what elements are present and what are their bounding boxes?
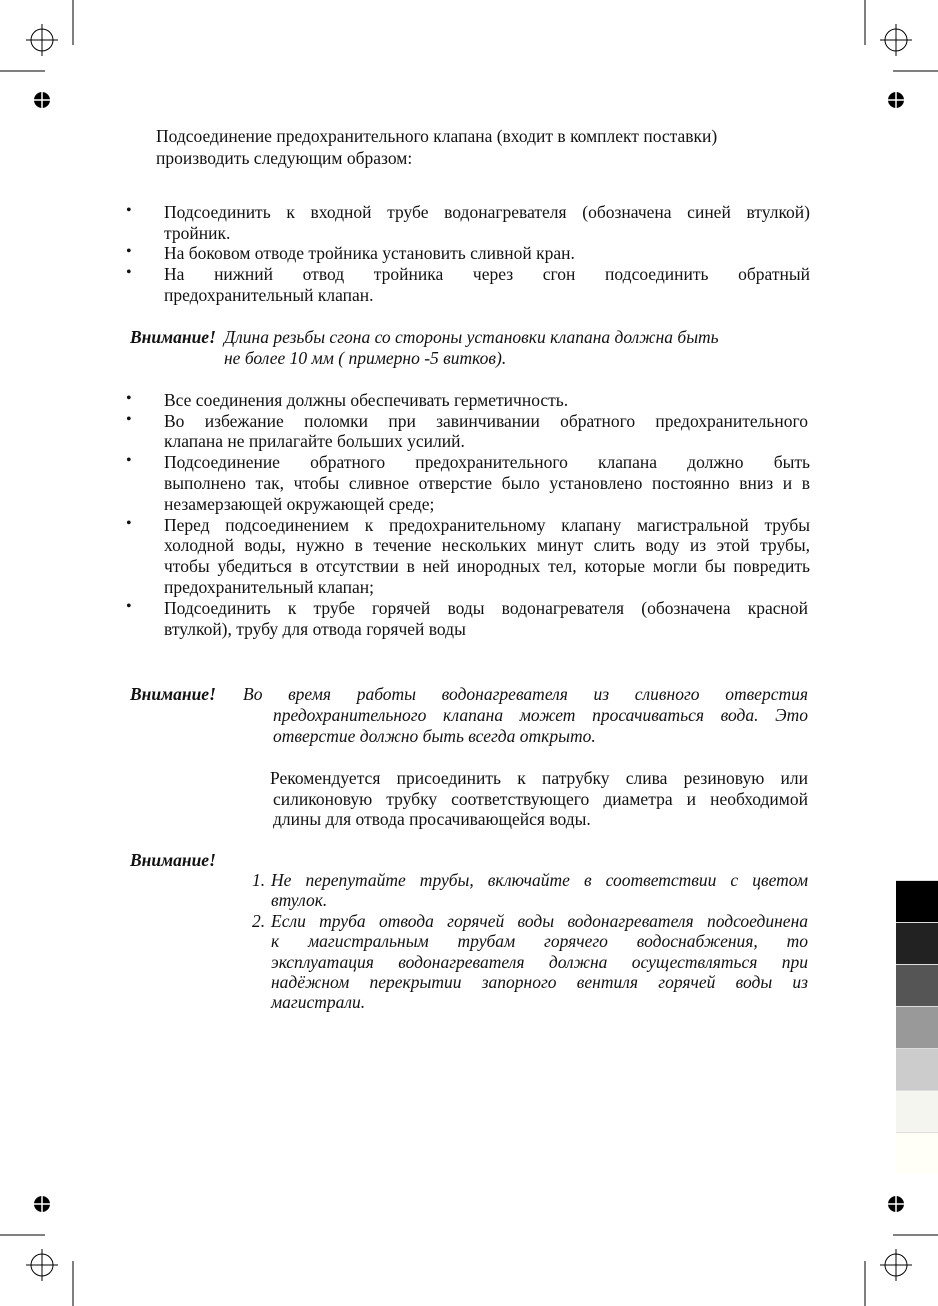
warning-3-item-2-line-3: эксплуатация водонагревателя должна осуществляться при [271,952,808,972]
step-3-line-1: На нижний отвод тройника через сгон подсоединить обратный [164,264,810,284]
note-3-line-2: выполнено так, чтобы сливное отверстие было установлено постоянно вниз и в [164,473,810,493]
note-3-line-1: Подсоединение обратного предохранительного клапана должно быть [164,452,810,472]
bullet-icon: • [126,598,132,615]
note-4-line-4: предохранительный клапан; [164,577,374,597]
bullet-icon: • [126,515,132,532]
bullet-icon: • [126,243,132,260]
warning-1-line-1: Длина резьбы сгона со стороны установки клапана должна быть [224,327,719,347]
warning-2-line-3: отверстие должно быть всегда открыто. [273,726,596,746]
warning-3-item-2-line-5: магистрали. [271,992,366,1012]
bullet-icon: • [126,264,132,281]
warning-2-line-2: предохранительного клапана может просачиваться вода. Это [273,705,808,725]
gray-swatch [896,880,938,922]
warning-3-item-2-line-4: надёжном перекрытии запорного вентиля горячей воды из [271,972,808,992]
warning-3-item-2-line-1: Если труба отвода горячей воды водонагревателя подсоединена [271,911,808,931]
recommendation-line-3: длины для отвода просачивающейся воды. [273,809,591,829]
registration-mark-top-left-icon [0,0,120,120]
warning-3-item-2-number: 2. [252,911,266,931]
gray-swatch [896,1090,938,1132]
bullet-icon: • [126,452,132,469]
warning-2-label: Внимание! [130,684,216,704]
step-1-line-1: Подсоединить к входной трубе водонагревателя (обозначена синей втулкой) [164,202,810,222]
gray-swatch [896,1048,938,1090]
note-5-line-1: Подсоединить к трубе горячей воды водонагревателя (обозначена красной [164,598,808,618]
warning-2-line-1: Во время работы водонагревателя из сливного отверстия [243,684,808,704]
note-5-line-2: втулкой), трубу для отвода горячей воды [164,619,466,639]
warning-3-item-1-line-1: Не перепутайте трубы, включайте в соответствии с цветом [271,870,808,890]
note-4-line-2: холодной воды, нужно в течение нескольких минут слить воду из этой трубы, [164,535,810,555]
note-1: Все соединения должны обеспечивать герметичность. [164,390,569,410]
warning-1-line-2: не более 10 мм ( примерно -5 витков). [224,348,507,368]
bullet-icon: • [126,202,132,219]
warning-3-item-2-line-2: к магистральным трубам горячего водоснабжения, то [271,931,808,951]
registration-mark-bottom-left-icon [0,1186,120,1306]
note-2-line-1: Во избежание поломки при завинчивании обратного предохранительного [164,411,808,431]
gray-swatch [896,964,938,1006]
registration-mark-top-right-icon [818,0,938,120]
intro-line-2: производить следующим образом: [156,148,413,168]
warning-3-label: Внимание! [130,850,216,870]
gray-swatch [896,1132,938,1174]
step-3-line-2: предохранительный клапан. [164,285,374,305]
warning-3-item-1-number: 1. [252,870,266,890]
warning-1-label: Внимание! [130,327,216,347]
note-4-line-1: Перед подсоединением к предохранительному клапану магистральной трубы [164,515,810,535]
note-3-line-3: незамерзающей окружающей среде; [164,494,435,514]
step-1-line-2: тройник. [164,223,231,243]
step-2: На боковом отводе тройника установить сливной кран. [164,243,575,263]
bullet-icon: • [126,411,132,428]
recommendation-line-2: силиконовую трубку соответствующего диаметра и необходимой [273,789,808,809]
gray-swatch [896,1006,938,1048]
note-2-line-2: клапана не прилагайте больших усилий. [164,431,465,451]
recommendation-line-1: Рекомендуется присоединить к патрубку слива резиновую или [270,768,808,788]
note-4-line-3: чтобы убедиться в отсутствии в ней инородных тел, которые могли бы повредить [164,556,810,576]
warning-3-item-1-line-2: втулок. [271,890,328,910]
bullet-icon: • [126,390,132,407]
registration-mark-bottom-right-icon [818,1186,938,1306]
gray-swatch [896,922,938,964]
intro-line-1: Подсоединение предохранительного клапана (входит в комплект поставки) [156,126,718,146]
